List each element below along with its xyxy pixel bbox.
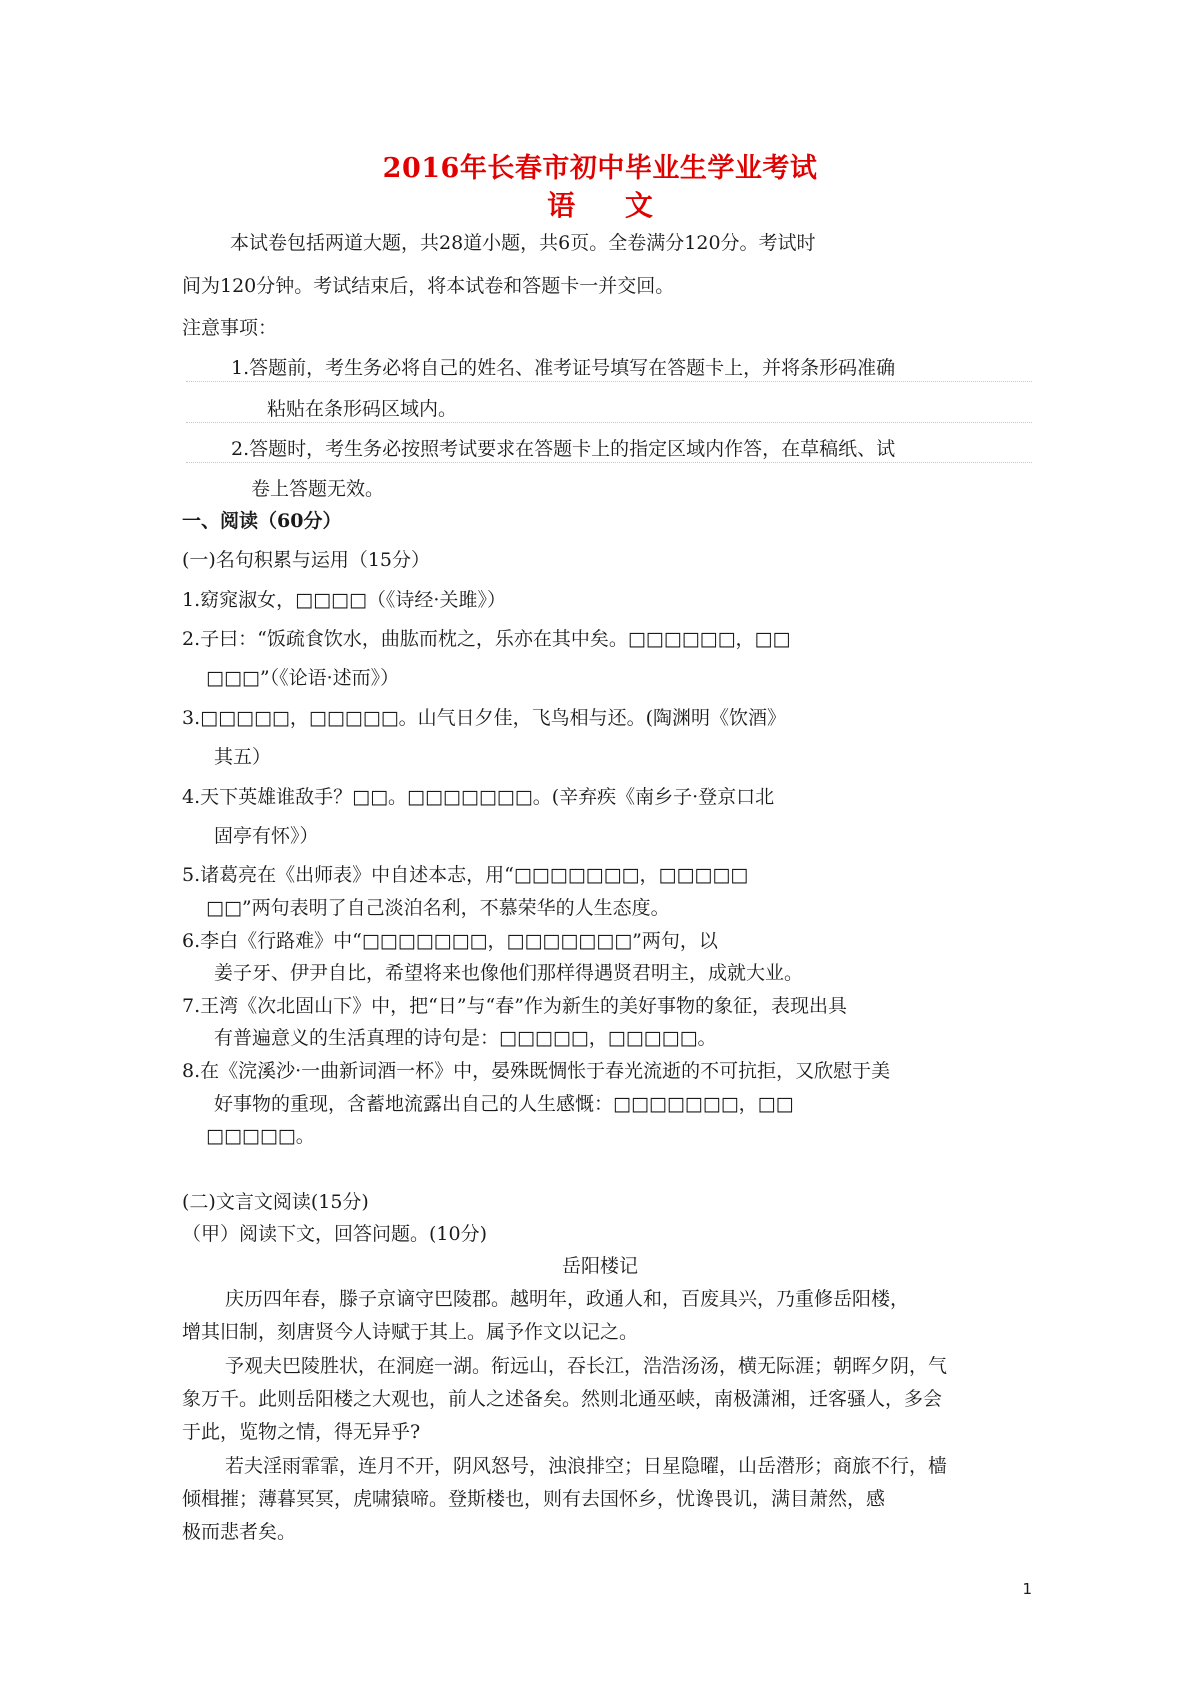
essay-line: 象万千。此则岳阳楼之大观也，前人之述备矣。然则北通巫峡，南极潇湘，迁客骚人，多会 xyxy=(182,1388,943,1410)
essay-line: 增其旧制，刻唐贤今人诗赋于其上。属予作文以记之。 xyxy=(182,1321,639,1343)
subject-title: 语 文 xyxy=(547,189,673,222)
question-line: 有普遍意义的生活真理的诗句是：□□□□□，□□□□□。 xyxy=(214,1027,717,1049)
part-heading: (二)文言文阅读(15分) xyxy=(182,1191,369,1213)
dotted-divider xyxy=(186,381,1032,382)
question-line: 8.在《浣溪沙·一曲新词酒一杯》中，晏殊既惆怅于春光流逝的不可抗拒，又欣慰于美 xyxy=(182,1060,891,1082)
notice-line-3: 2.答题时，考生务必按照考试要求在答题卡上的指定区域内作答，在草稿纸、试 xyxy=(231,438,896,460)
intro-line-2: 间为120分钟。考试结束后，将本试卷和答题卡一并交回。 xyxy=(182,275,675,297)
question-line: 7.王湾《次北固山下》中，把“日”与“春”作为新生的美好事物的象征，表现出具 xyxy=(182,995,847,1017)
intro-line-1: 本试卷包括两道大题，共28道小题，共6页。全卷满分120分。考试时 xyxy=(230,232,816,254)
question-line: 4.天下英雄谁敌手？□□。□□□□□□□。(辛弃疾《南乡子·登京口北 xyxy=(182,786,775,808)
question-line: 2.子曰：“饭疏食饮水，曲肱而枕之，乐亦在其中矣。□□□□□□，□□ xyxy=(182,628,791,650)
part-subheading: （甲）阅读下文，回答问题。(10分) xyxy=(182,1223,488,1245)
question-line: 姜子牙、伊尹自比，希望将来也像他们那样得遇贤君明主，成就大业。 xyxy=(214,962,804,984)
essay-title: 岳阳楼记 xyxy=(561,1255,638,1277)
dotted-divider xyxy=(186,462,1032,463)
notice-line-4: 卷上答题无效。 xyxy=(251,478,385,500)
question-line: 5.诸葛亮在《出师表》中自述本志，用“□□□□□□□，□□□□□ xyxy=(182,864,749,886)
question-line: □□”两句表明了自己淡泊名利，不慕荣华的人生态度。 xyxy=(206,897,670,919)
question-line: 6.李白《行路难》中“□□□□□□□，□□□□□□□”两句，以 xyxy=(182,930,718,952)
question-line: 3.□□□□□，□□□□□。山气日夕佳，飞鸟相与还。(陶渊明《饮酒》 xyxy=(182,707,787,729)
dotted-divider xyxy=(186,422,1032,423)
essay-line: 若夫淫雨霏霏，连月不开，阴风怒号，浊浪排空；日星隐曜，山岳潜形；商旅不行，樯 xyxy=(225,1455,948,1477)
question-line: 1.窈窕淑女，□□□□（《诗经·关雎》） xyxy=(182,589,506,611)
notice-line-2: 粘贴在条形码区域内。 xyxy=(267,398,458,420)
notice-heading: 注意事项： xyxy=(182,317,278,339)
notice-line-1: 1.答题前，考生务必将自己的姓名、准考证号填写在答题卡上，并将条形码准确 xyxy=(231,357,896,379)
part-heading: (一)名句积累与运用（15分） xyxy=(182,549,431,571)
essay-line: 于此，览物之情，得无异乎? xyxy=(182,1421,421,1443)
question-line: □□□”（《论语·述而》） xyxy=(206,667,400,689)
page-number: 1 xyxy=(1022,1580,1032,1598)
essay-line: 极而悲者矣。 xyxy=(182,1521,297,1543)
section-heading: 一、阅读（60分） xyxy=(182,510,342,532)
exam-title: 2016年长春市初中毕业生学业考试 xyxy=(382,153,818,184)
essay-line: 予观夫巴陵胜状，在洞庭一湖。衔远山，吞长江，浩浩汤汤，横无际涯；朝晖夕阴，气 xyxy=(225,1355,948,1377)
question-line: 好事物的重现，含蓄地流露出自己的人生感慨：□□□□□□□，□□ xyxy=(214,1093,794,1115)
essay-line: 倾楫摧；薄暮冥冥，虎啸猿啼。登斯楼也，则有去国怀乡，忧谗畏讥，满目萧然，感 xyxy=(182,1488,886,1510)
question-line: 其五） xyxy=(214,746,272,768)
question-line: □□□□□。 xyxy=(206,1125,315,1147)
question-line: 固亭有怀》） xyxy=(214,825,319,847)
essay-line: 庆历四年春，滕子京谪守巴陵郡。越明年，政通人和，百废具兴，乃重修岳阳楼， xyxy=(225,1288,910,1310)
